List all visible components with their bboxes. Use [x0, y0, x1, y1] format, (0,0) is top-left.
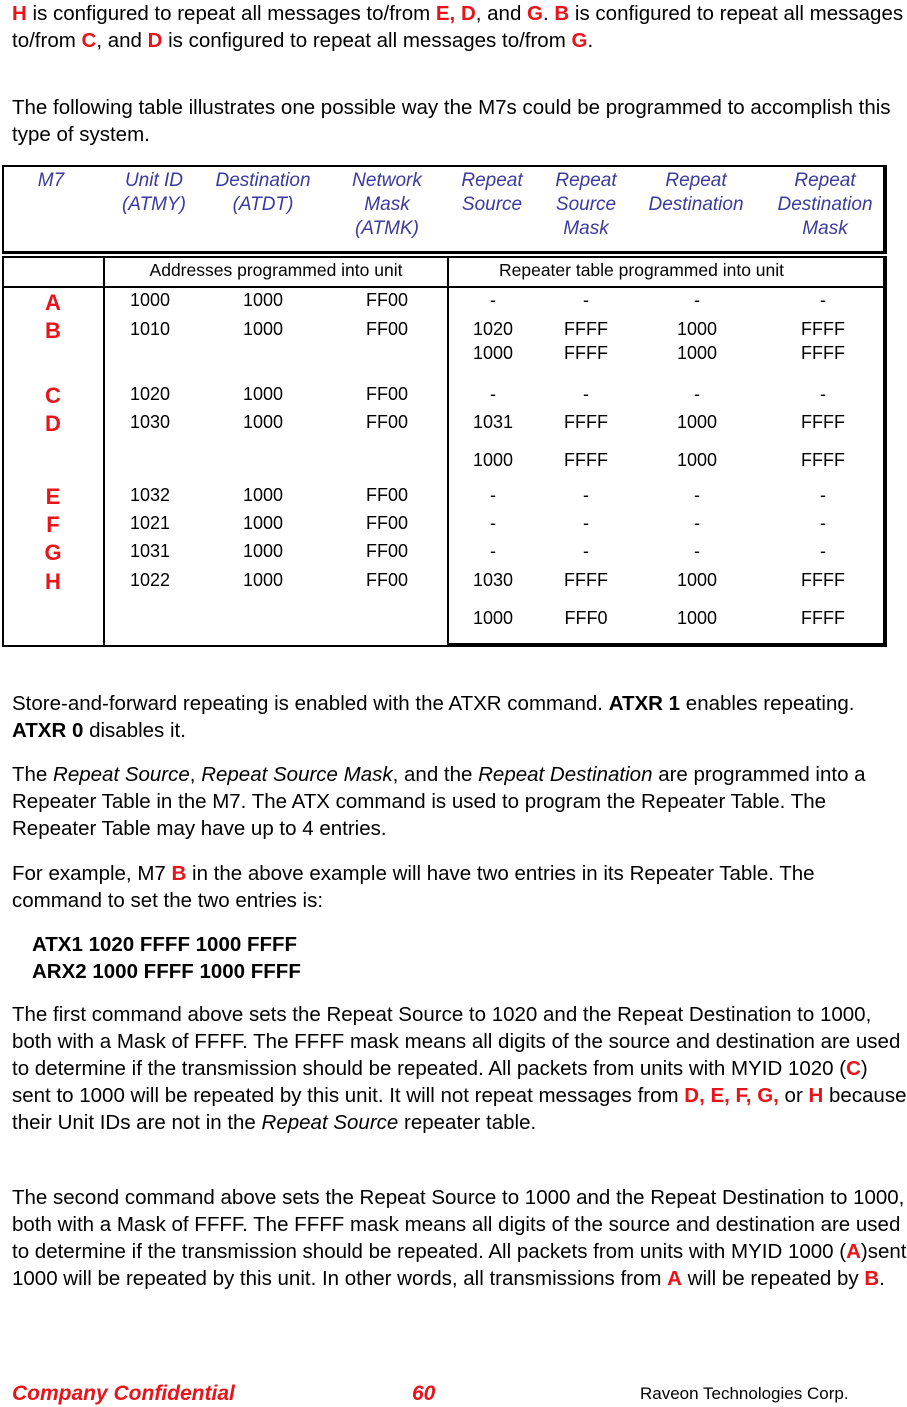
table-cell: 1000 [129, 290, 171, 310]
table-cell: FFFF [801, 319, 845, 339]
table-header-cell: Mask [364, 194, 410, 215]
text-span: , [189, 763, 202, 786]
table-cell: 1000 [242, 384, 284, 404]
table-cell: 1000 [242, 319, 284, 339]
text-span: )sent 1000 will be repeated by this unit. In other words, all transmissions from [12, 1240, 907, 1290]
term: Repeat Source [261, 1111, 399, 1134]
table-header-cell: Destination [215, 170, 311, 191]
unit-label: B [864, 1267, 880, 1290]
table-header-cell: Repeat [461, 170, 523, 191]
text-span: disables it. [83, 719, 186, 742]
table-header-cell: Network [352, 170, 422, 191]
table-cell: FF00 [365, 319, 408, 339]
table-header-cell: Destination [648, 194, 744, 215]
unit-letter-f: F [46, 512, 60, 537]
subheader-repeater-table: Repeater table programmed into unit [498, 260, 785, 280]
table-cell: - [583, 384, 589, 404]
command-atxr1: ATXR 1 [608, 692, 681, 715]
table-cell: 1010 [129, 319, 171, 339]
unit-letter-a: A [45, 290, 61, 315]
table-cell: FFFF [801, 450, 845, 470]
table-cell: 1000 [676, 608, 718, 628]
table-cell: - [490, 541, 496, 561]
table-cell: - [820, 485, 826, 505]
table-header-cell: Repeat [555, 170, 617, 191]
text-span: Store-and-forward repeating is enabled with the ATXR command. [12, 692, 609, 715]
intro-paragraph-2: The following table illustrates one possible way the M7s could be programmed to accomplish this type of system. [12, 96, 891, 146]
letter-column-divider [103, 256, 105, 647]
unit-label: E, D [435, 2, 476, 25]
subheader-divider [447, 286, 887, 288]
text-span: For example, M7 [12, 862, 172, 885]
text-span: or [778, 1084, 809, 1107]
unit-label: H [12, 2, 27, 25]
text-span: , and [96, 29, 148, 52]
text-span: . [879, 1267, 885, 1290]
table-cell: 1020 [129, 384, 171, 404]
text-span: enables repeating. [680, 692, 855, 715]
table-header-cell: Mask [802, 218, 848, 239]
table-cell: - [694, 384, 700, 404]
text-span: . [587, 29, 594, 52]
text-span: The [12, 763, 54, 786]
paragraph-repeater-table [12, 761, 907, 842]
unit-label: G [527, 2, 543, 25]
text-span: , and [475, 2, 528, 25]
table-header-cell: Unit ID [124, 170, 184, 191]
table-header-cell: M7 [37, 170, 65, 191]
unit-letter-d: D [45, 411, 61, 436]
unit-letter-h: H [45, 569, 61, 594]
table-cell: 1000 [472, 608, 514, 628]
table-cell: 1000 [242, 513, 284, 533]
table-cell: - [490, 485, 496, 505]
table-header-cell: Destination [777, 194, 873, 215]
table-cell: - [820, 513, 826, 533]
paragraph-example [12, 860, 907, 914]
unit-letter-e: E [45, 484, 61, 509]
table-cell: FF00 [365, 570, 408, 590]
table-cell: FF00 [365, 513, 408, 533]
unit-letter-g: G [44, 540, 62, 565]
table-cell: FFFF [801, 608, 845, 628]
table-cell: 1000 [676, 450, 718, 470]
unit-label: A [667, 1267, 682, 1290]
table-cell: - [583, 290, 589, 310]
footer-confidential: Company Confidential [12, 1382, 235, 1405]
unit-label: A [846, 1240, 861, 1263]
text-span: repeater table. [398, 1111, 537, 1134]
table-cell: 1000 [676, 319, 718, 339]
table-cell: FFFF [564, 319, 608, 339]
table-cell: FF00 [365, 485, 408, 505]
subheader-addresses: Addresses programmed into unit [149, 260, 403, 280]
unit-label: D, E, F, G, [684, 1084, 779, 1107]
table-cell: 1031 [472, 412, 514, 432]
unit-label: H [808, 1084, 824, 1107]
table-cell: - [820, 541, 826, 561]
command-atxr0: ATXR 0 [12, 719, 84, 742]
unit-label: C [81, 29, 97, 52]
table-cell: FF00 [365, 290, 408, 310]
table-cell: 1000 [676, 412, 718, 432]
table-cell: - [490, 290, 496, 310]
table-cell: FFFF [801, 570, 845, 590]
text-span: is configured to repeat all messages to/from [26, 2, 436, 25]
text-span: The first command above sets the Repeat Source to 1020 and the Repeat Destination to 1000, both with a Mask of FFFF. The FFFF mask means all digits of the source and destination are used to determine if the transmission should be repeated. All packets from units with MYID 1020 ( [12, 1003, 901, 1080]
table-cell: - [820, 290, 826, 310]
text-span: is configured to repeat all messages to/from [162, 29, 572, 52]
table-cell: FFFF [801, 412, 845, 432]
intro-paragraph-1 [12, 0, 907, 54]
table-cell: - [694, 290, 700, 310]
table-cell: FF00 [365, 541, 408, 561]
text-span: will be repeated by [681, 1267, 865, 1290]
table-cell: - [583, 485, 589, 505]
table-cell: FFFF [564, 343, 608, 363]
term: Repeat Destination [478, 763, 653, 786]
table-header-cell: Source [461, 194, 523, 215]
table-cell: - [694, 541, 700, 561]
command-line-1: ATX1 1020 FFFF 1000 FFFF [32, 933, 298, 956]
table-header-cell: Repeat [794, 170, 856, 191]
paragraph-first-command [12, 1001, 907, 1136]
table-cell: FF00 [365, 384, 408, 404]
unit-label: G [571, 29, 588, 52]
command-line-2: ARX2 1000 FFFF 1000 FFFF [32, 960, 301, 983]
table-cell: - [490, 513, 496, 533]
table-cell: 1022 [129, 570, 171, 590]
table-cell: 1000 [676, 343, 718, 363]
table-cell: 1000 [242, 485, 284, 505]
text-span: are programmed into a Repeater Table in the M7. The ATX command is used to program the Repeater Table. The Repeater Table may have up to 4 entries. [12, 763, 866, 840]
table-cell: FFFF [564, 570, 608, 590]
table-header-cell: (ATMK) [354, 218, 420, 239]
paragraph-second-command [12, 1184, 907, 1292]
table-cell: FFFF [564, 450, 608, 470]
text-span: The second command above sets the Repeat Source to 1000 and the Repeat Destination to 1000, both with a Mask of FFFF. The FFFF mask means all digits of the source and destination are used to determine if the transmission should be repeated. All packets from units with MYID 1000 ( [12, 1186, 905, 1263]
subheader-divider-left [2, 286, 449, 288]
table-cell: 1030 [472, 570, 514, 590]
table-cell: 1020 [472, 319, 514, 339]
table-cell: 1032 [129, 485, 171, 505]
unit-label: C [846, 1057, 861, 1080]
table-cell: - [694, 513, 700, 533]
text-span: because their Unit IDs are not in the [12, 1084, 907, 1134]
unit-letter-c: C [45, 383, 61, 408]
unit-label: B [554, 2, 570, 25]
text-span: in the above example will have two entries in its Repeater Table. The command to set the two entries is: [12, 862, 815, 912]
table-cell: - [490, 384, 496, 404]
text-span: , and the [392, 763, 479, 786]
table-cell: 1030 [129, 412, 171, 432]
table-header-cell: Mask [563, 218, 609, 239]
table-cell: - [694, 485, 700, 505]
table-cell: 1000 [472, 343, 514, 363]
footer-page-number: 60 [412, 1382, 436, 1405]
text-span: . [543, 2, 555, 25]
footer-company: Raveon Technologies Corp. [640, 1384, 849, 1403]
term: Repeat Source [53, 763, 190, 786]
table-cell: FFF0 [564, 608, 608, 628]
table-cell: 1000 [242, 570, 284, 590]
table-cell: - [583, 513, 589, 533]
table-header-cell: Repeat [665, 170, 727, 191]
table-cell: 1031 [129, 541, 171, 561]
table-cell: 1000 [676, 570, 718, 590]
text-span: is configured to repeat all messages to/from [12, 2, 904, 52]
unit-label: D [147, 29, 163, 52]
table-cell: FF00 [365, 412, 408, 432]
unit-letter-b: B [45, 318, 61, 343]
table-cell: 1021 [129, 513, 171, 533]
table-cell: 1000 [242, 541, 284, 561]
table-cell: 1000 [472, 450, 514, 470]
table-header-cell: (ATDT) [232, 194, 294, 215]
table-cell: - [820, 384, 826, 404]
table-cell: FFFF [564, 412, 608, 432]
table-cell: 1000 [242, 290, 284, 310]
table-cell: FFFF [801, 343, 845, 363]
term: Repeat Source Mask [201, 763, 393, 786]
table-header-cell: (ATMY) [121, 194, 187, 215]
text-span: ) sent to 1000 will be repeated by this unit. It will not repeat messages from [12, 1057, 868, 1107]
unit-label: B [171, 862, 187, 885]
table-header-cell: Source [555, 194, 617, 215]
table-cell: - [583, 541, 589, 561]
table-cell: 1000 [242, 412, 284, 432]
paragraph-atxr [12, 690, 907, 744]
